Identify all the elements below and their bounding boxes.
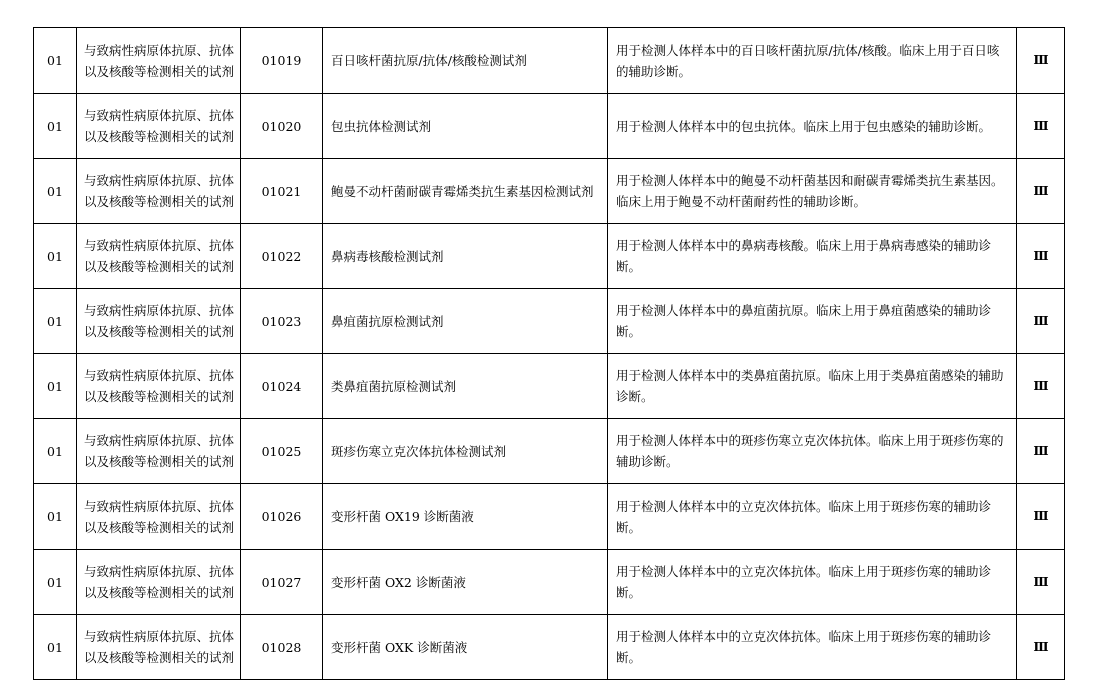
product-name-cell: 类鼻疽菌抗原检测试剂 bbox=[323, 354, 608, 419]
product-name-cell: 包虫抗体检测试剂 bbox=[323, 94, 608, 159]
category-description-cell: 与致病性病原体抗原、抗体以及核酸等检测相关的试剂 bbox=[77, 615, 241, 680]
category-description-cell: 与致病性病原体抗原、抗体以及核酸等检测相关的试剂 bbox=[77, 550, 241, 615]
category-description-cell: 与致病性病原体抗原、抗体以及核酸等检测相关的试剂 bbox=[77, 94, 241, 159]
table-row bbox=[34, 159, 1065, 224]
product-code-cell: 01019 bbox=[241, 28, 323, 94]
management-class-cell: Ⅲ bbox=[1017, 224, 1065, 289]
table-row bbox=[34, 224, 1065, 289]
management-class-cell: Ⅲ bbox=[1017, 550, 1065, 615]
category-cell: 01 bbox=[34, 28, 77, 94]
intended-use-cell: 用于检测人体样本中的百日咳杆菌抗原/抗体/核酸。临床上用于百日咳的辅助诊断。 bbox=[608, 28, 1017, 94]
product-code-cell: 01026 bbox=[241, 484, 323, 550]
product-name-cell: 变形杆菌 OX2 诊断菌液 bbox=[323, 550, 608, 615]
category-description-cell: 与致病性病原体抗原、抗体以及核酸等检测相关的试剂 bbox=[77, 224, 241, 289]
category-description-cell: 与致病性病原体抗原、抗体以及核酸等检测相关的试剂 bbox=[77, 28, 241, 94]
intended-use-cell: 用于检测人体样本中的鼻病毒核酸。临床上用于鼻病毒感染的辅助诊断。 bbox=[608, 224, 1017, 289]
table-row bbox=[34, 419, 1065, 484]
management-class-cell: Ⅲ bbox=[1017, 289, 1065, 354]
product-code-cell: 01024 bbox=[241, 354, 323, 419]
category-description-cell: 与致病性病原体抗原、抗体以及核酸等检测相关的试剂 bbox=[77, 484, 241, 550]
category-cell: 01 bbox=[34, 615, 77, 680]
table-row bbox=[34, 28, 1065, 94]
intended-use-cell: 用于检测人体样本中的类鼻疽菌抗原。临床上用于类鼻疽菌感染的辅助诊断。 bbox=[608, 354, 1017, 419]
product-code-cell: 01021 bbox=[241, 159, 323, 224]
table-row bbox=[34, 550, 1065, 615]
category-description-cell: 与致病性病原体抗原、抗体以及核酸等检测相关的试剂 bbox=[77, 159, 241, 224]
table-row bbox=[34, 484, 1065, 550]
category-cell: 01 bbox=[34, 289, 77, 354]
category-cell: 01 bbox=[34, 484, 77, 550]
product-code-cell: 01020 bbox=[241, 94, 323, 159]
category-cell: 01 bbox=[34, 94, 77, 159]
product-name-cell: 鲍曼不动杆菌耐碳青霉烯类抗生素基因检测试剂 bbox=[323, 159, 608, 224]
category-cell: 01 bbox=[34, 419, 77, 484]
table-row bbox=[34, 354, 1065, 419]
table-row bbox=[34, 289, 1065, 354]
product-name-cell: 变形杆菌 OX19 诊断菌液 bbox=[323, 484, 608, 550]
management-class-cell: Ⅲ bbox=[1017, 354, 1065, 419]
intended-use-cell: 用于检测人体样本中的立克次体抗体。临床上用于斑疹伤寒的辅助诊断。 bbox=[608, 615, 1017, 680]
management-class-cell: Ⅲ bbox=[1017, 615, 1065, 680]
product-code-cell: 01025 bbox=[241, 419, 323, 484]
category-cell: 01 bbox=[34, 224, 77, 289]
management-class-cell: Ⅲ bbox=[1017, 28, 1065, 94]
product-name-cell: 变形杆菌 OXK 诊断菌液 bbox=[323, 615, 608, 680]
intended-use-cell: 用于检测人体样本中的斑疹伤寒立克次体抗体。临床上用于斑疹伤寒的辅助诊断。 bbox=[608, 419, 1017, 484]
intended-use-cell: 用于检测人体样本中的立克次体抗体。临床上用于斑疹伤寒的辅助诊断。 bbox=[608, 484, 1017, 550]
product-name-cell: 鼻疽菌抗原检测试剂 bbox=[323, 289, 608, 354]
product-code-cell: 01023 bbox=[241, 289, 323, 354]
table-body bbox=[34, 28, 1065, 680]
table-row bbox=[34, 94, 1065, 159]
intended-use-cell: 用于检测人体样本中的鲍曼不动杆菌基因和耐碳青霉烯类抗生素基因。临床上用于鲍曼不动杆菌耐药性的辅助诊断。 bbox=[608, 159, 1017, 224]
product-name-cell: 鼻病毒核酸检测试剂 bbox=[323, 224, 608, 289]
category-description-cell: 与致病性病原体抗原、抗体以及核酸等检测相关的试剂 bbox=[77, 354, 241, 419]
product-code-cell: 01027 bbox=[241, 550, 323, 615]
category-description-cell: 与致病性病原体抗原、抗体以及核酸等检测相关的试剂 bbox=[77, 289, 241, 354]
product-name-cell: 百日咳杆菌抗原/抗体/核酸检测试剂 bbox=[323, 28, 608, 94]
management-class-cell: Ⅲ bbox=[1017, 419, 1065, 484]
product-code-cell: 01022 bbox=[241, 224, 323, 289]
management-class-cell: Ⅲ bbox=[1017, 484, 1065, 550]
intended-use-cell: 用于检测人体样本中的包虫抗体。临床上用于包虫感染的辅助诊断。 bbox=[608, 94, 1017, 159]
classification-table bbox=[33, 27, 1065, 680]
category-description-cell: 与致病性病原体抗原、抗体以及核酸等检测相关的试剂 bbox=[77, 419, 241, 484]
management-class-cell: Ⅲ bbox=[1017, 94, 1065, 159]
management-class-cell: Ⅲ bbox=[1017, 159, 1065, 224]
category-cell: 01 bbox=[34, 159, 77, 224]
category-cell: 01 bbox=[34, 354, 77, 419]
category-cell: 01 bbox=[34, 550, 77, 615]
intended-use-cell: 用于检测人体样本中的鼻疽菌抗原。临床上用于鼻疽菌感染的辅助诊断。 bbox=[608, 289, 1017, 354]
intended-use-cell: 用于检测人体样本中的立克次体抗体。临床上用于斑疹伤寒的辅助诊断。 bbox=[608, 550, 1017, 615]
product-name-cell: 斑疹伤寒立克次体抗体检测试剂 bbox=[323, 419, 608, 484]
table-row bbox=[34, 615, 1065, 680]
product-code-cell: 01028 bbox=[241, 615, 323, 680]
